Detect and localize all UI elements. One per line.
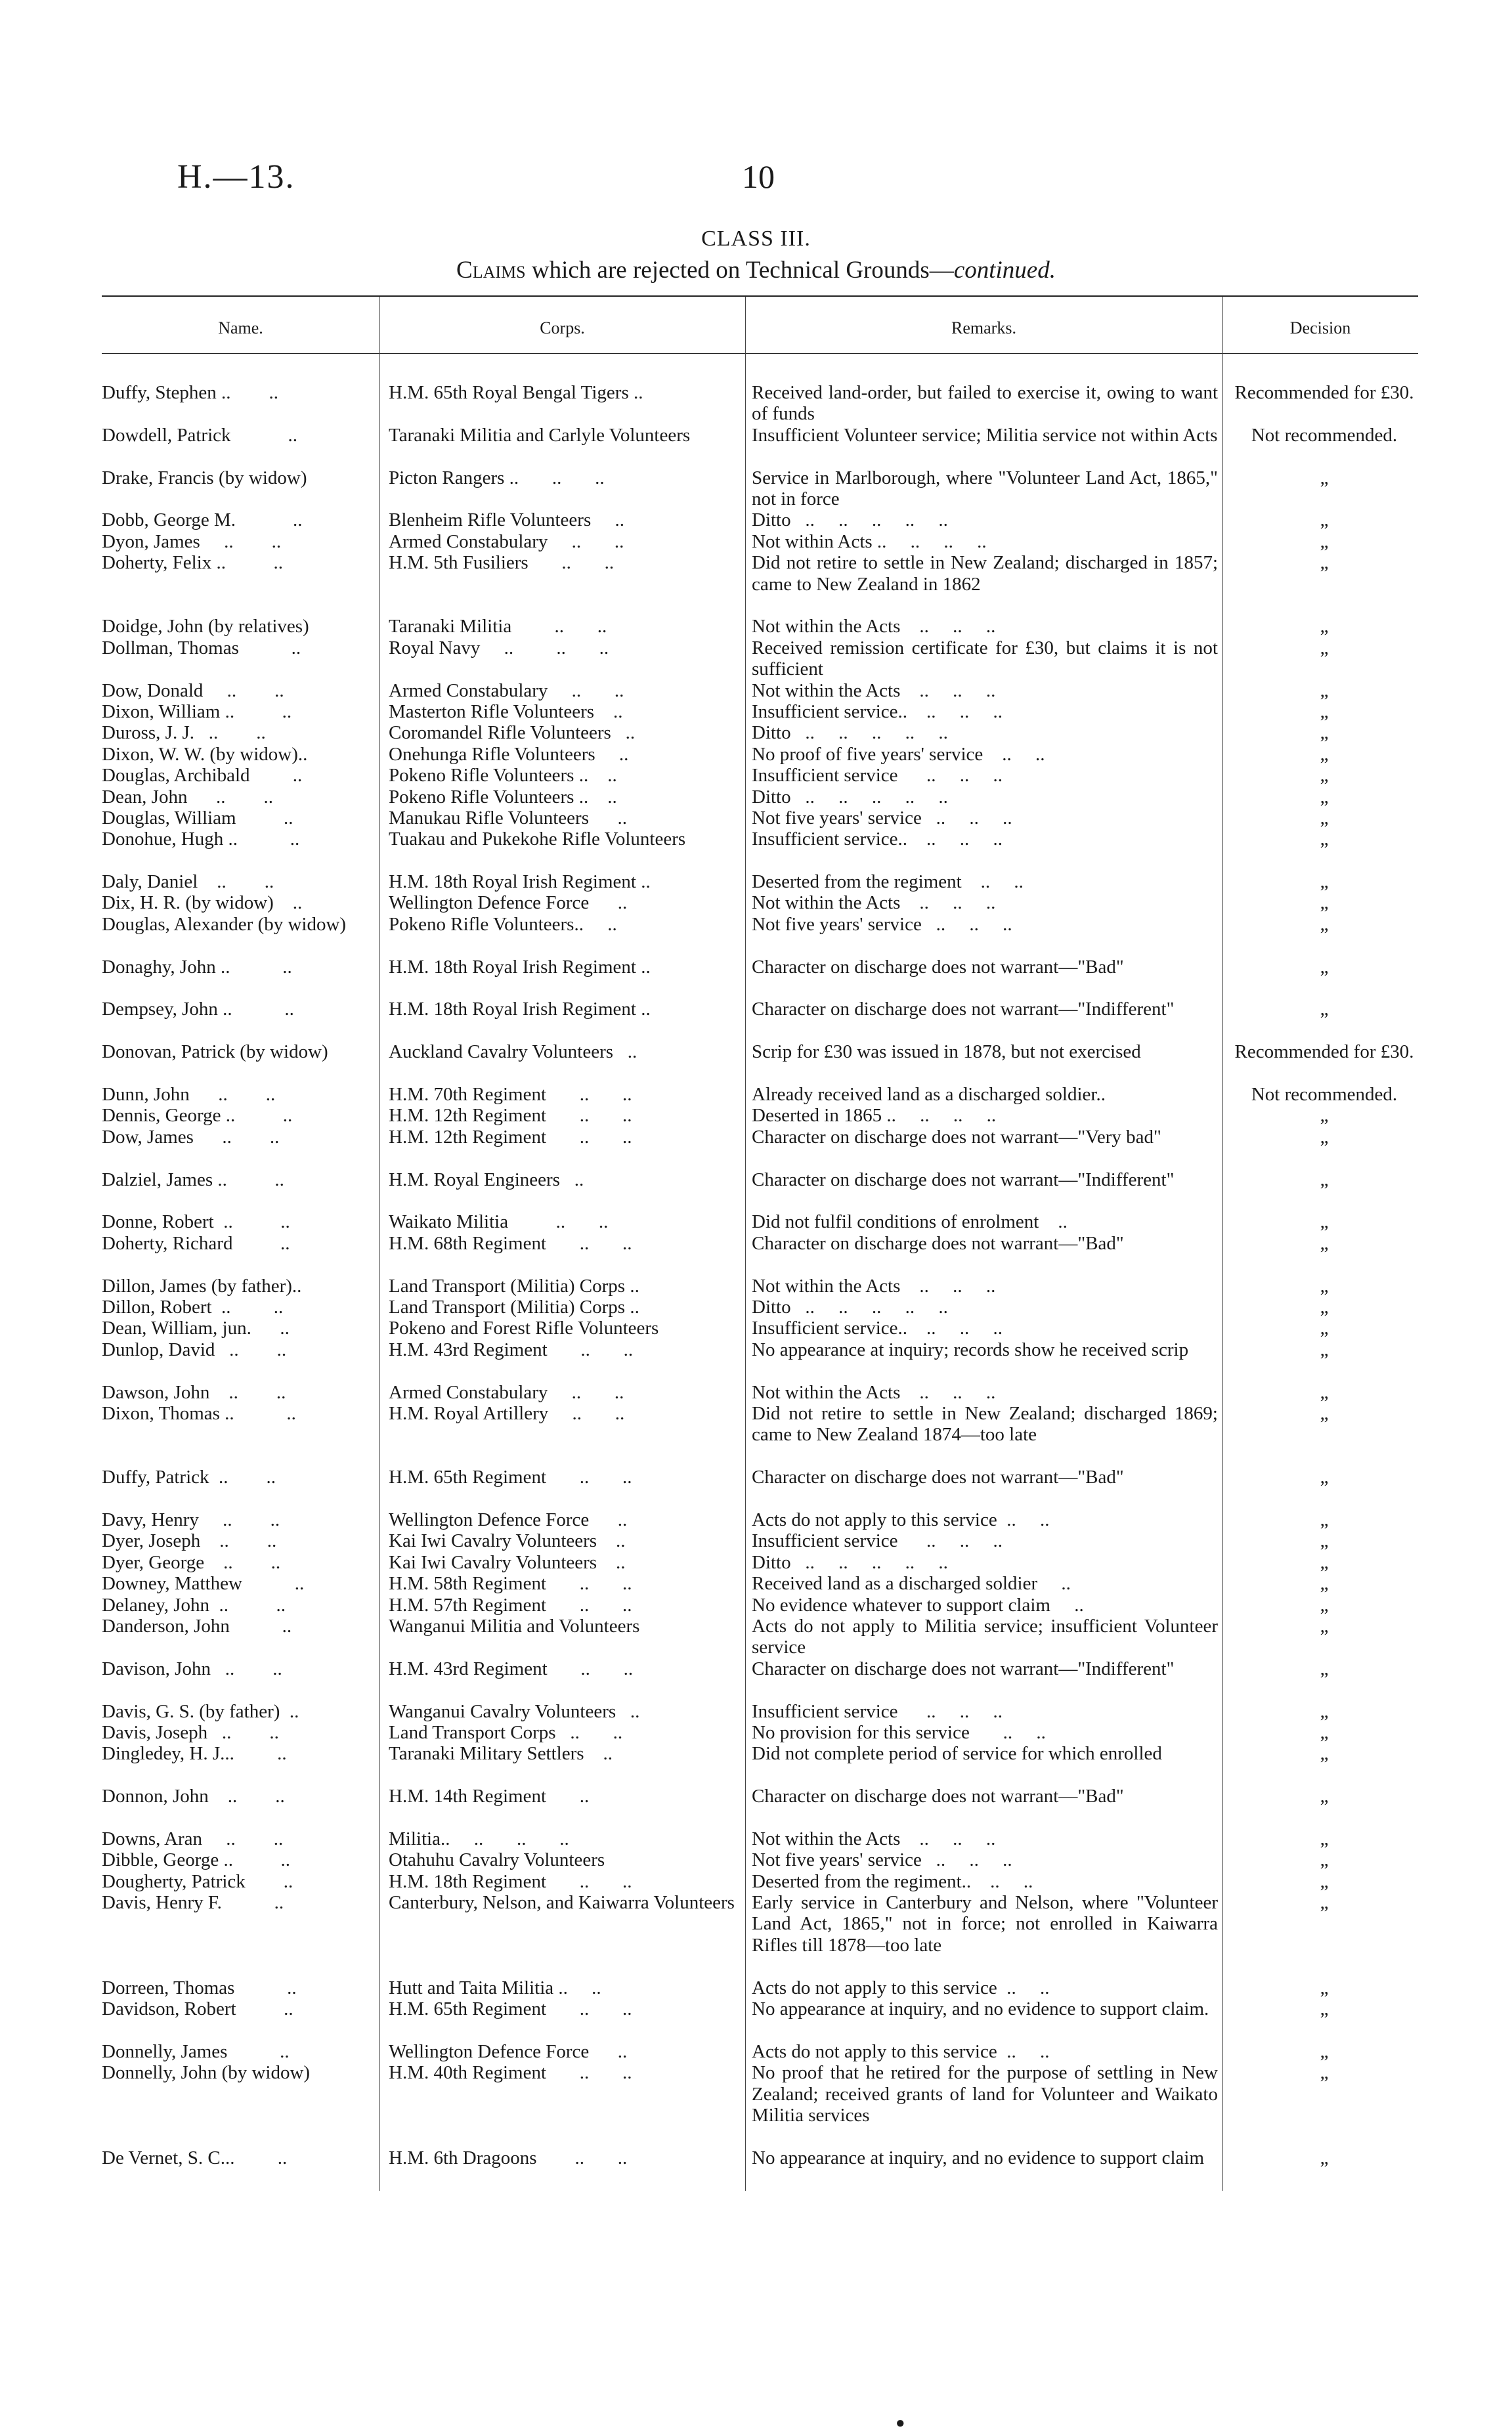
- corps-cell: H.M. 65th Regiment .. ..: [389, 1998, 632, 2020]
- corps-cell: Canterbury, Nelson, and Kaiwarra Volunteers: [389, 1892, 735, 1914]
- claimant-name: Dillon, James (by father)..: [102, 1275, 302, 1297]
- title-main: which are rejected on Technical Grounds—: [525, 257, 954, 284]
- table-row: [0, 637, 1512, 680]
- claimant-name: Dixon, William .. ..: [102, 700, 292, 722]
- corps-cell: H.M. 65th Royal Bengal Tigers ..: [389, 382, 643, 403]
- corps-cell: Kai Iwi Cavalry Volunteers ..: [389, 1551, 626, 1573]
- decision-cell: „: [1320, 530, 1329, 552]
- remarks-cell: Not within the Acts .. .. ..: [752, 679, 996, 701]
- remarks-cell: Insufficient Volunteer service; Militia service not within Acts: [752, 424, 1218, 446]
- corps-cell: Wellington Defence Force ..: [389, 892, 628, 914]
- corps-cell: Wanganui Cavalry Volunteers ..: [389, 1700, 640, 1722]
- claimant-name: Donnelly, John (by widow): [102, 2062, 311, 2084]
- claimant-name: Davis, Henry F. ..: [102, 1892, 284, 1914]
- claimant-name: Dillon, Robert .. ..: [102, 1297, 284, 1318]
- remarks-cell: Character on discharge does not warrant—"Indifferent": [752, 1169, 1175, 1190]
- decision-cell: „: [1320, 956, 1329, 978]
- decision-cell: „: [1320, 1169, 1329, 1190]
- decision-cell: „: [1320, 807, 1329, 829]
- decision-cell: „: [1320, 1892, 1329, 1914]
- corps-cell: Land Transport (Militia) Corps ..: [389, 1297, 639, 1318]
- claimant-name: Dixon, W. W. (by widow)..: [102, 743, 308, 765]
- remarks-cell: Ditto .. .. .. .. ..: [752, 722, 948, 744]
- decision-cell: „: [1320, 1467, 1329, 1488]
- table-row: [0, 1530, 1512, 1551]
- claimant-name: Downs, Aran .. ..: [102, 1828, 284, 1849]
- decision-cell: „: [1320, 892, 1329, 914]
- decision-cell: Recommended for £30.: [1234, 382, 1414, 403]
- remarks-cell: Did not retire to settle in New Zealand; discharged 1869; came to New Zealand 1874—too late: [752, 1402, 1223, 1446]
- corps-cell: H.M. 6th Dragoons .. ..: [389, 2147, 628, 2168]
- claimant-name: Donnon, John .. ..: [102, 1786, 285, 1807]
- column-header-remarks: Remarks.: [951, 318, 1016, 337]
- table-title: [0, 256, 1512, 284]
- corps-cell: Hutt and Taita Militia .. ..: [389, 1977, 601, 1998]
- claims-table-body: [0, 382, 1512, 2190]
- remarks-cell: Not five years' service .. .. ..: [752, 807, 1012, 829]
- remarks-cell: Not five years' service .. .. ..: [752, 913, 1012, 935]
- claimant-name: Duffy, Stephen .. ..: [102, 382, 279, 403]
- corps-cell: Royal Navy .. .. ..: [389, 637, 609, 658]
- corps-cell: Kai Iwi Cavalry Volunteers ..: [389, 1530, 626, 1552]
- remarks-cell: Did not fulfil conditions of enrolment ..: [752, 1211, 1068, 1233]
- corps-cell: Auckland Cavalry Volunteers ..: [389, 1041, 637, 1063]
- claimant-name: Douglas, William ..: [102, 807, 293, 829]
- table-row: [0, 1573, 1512, 1594]
- decision-cell: „: [1320, 1105, 1329, 1127]
- table-row: [0, 2041, 1512, 2062]
- decision-cell: „: [1320, 1998, 1329, 2020]
- table-row: [0, 467, 1512, 510]
- decision-cell: „: [1320, 999, 1329, 1020]
- corps-cell: Onehunga Rifle Volunteers ..: [389, 743, 629, 765]
- table-row: [0, 552, 1512, 616]
- remarks-cell: No provision for this service .. ..: [752, 1721, 1046, 1743]
- claimant-name: Donnelly, James ..: [102, 2040, 290, 2062]
- corps-cell: H.M. 18th Royal Irish Regiment ..: [389, 871, 651, 893]
- remarks-cell: Ditto .. .. .. .. ..: [752, 1551, 948, 1573]
- remarks-cell: Not within the Acts .. .. ..: [752, 892, 996, 914]
- decision-cell: „: [1320, 1530, 1329, 1552]
- claimant-name: Dyon, James .. ..: [102, 530, 282, 552]
- table-row: [0, 1276, 1512, 1297]
- corps-cell: Taranaki Militia .. ..: [389, 616, 607, 637]
- remarks-cell: Insufficient service.. .. .. ..: [752, 829, 1003, 850]
- claimant-name: Dalziel, James .. ..: [102, 1169, 284, 1190]
- decision-cell: „: [1320, 829, 1329, 850]
- claimant-name: Dixon, Thomas .. ..: [102, 1402, 296, 1424]
- remarks-cell: No proof that he retired for the purpose of settling in New Zealand; received grants of land for Volunteer and Waikato Militia services: [752, 2062, 1223, 2126]
- table-row: [0, 382, 1512, 425]
- corps-cell: Otahuhu Cavalry Volunteers: [389, 1849, 605, 1871]
- table-row: [0, 871, 1512, 892]
- remarks-cell: Acts do not apply to this service .. ..: [752, 1977, 1050, 1998]
- table-row: [0, 1786, 1512, 1828]
- decision-cell: „: [1320, 786, 1329, 808]
- table-row: [0, 892, 1512, 913]
- corps-cell: Militia.. .. .. ..: [389, 1828, 569, 1849]
- table-row: [0, 1722, 1512, 1743]
- class-title: CLASS III.: [701, 226, 811, 251]
- claimant-name: Duross, J. J. .. ..: [102, 722, 266, 744]
- remarks-cell: Character on discharge does not warrant—"Bad": [752, 1467, 1124, 1488]
- table-row: [0, 1892, 1512, 1977]
- table-row: [0, 1871, 1512, 1892]
- decision-cell: „: [1320, 1594, 1329, 1616]
- remarks-cell: Not within the Acts .. .. ..: [752, 1828, 996, 1849]
- table-row: [0, 1828, 1512, 1849]
- corps-cell: Wanganui Militia and Volunteers: [389, 1615, 640, 1637]
- corps-cell: Manukau Rifle Volunteers ..: [389, 807, 627, 829]
- table-row: [0, 787, 1512, 808]
- decision-cell: „: [1320, 1977, 1329, 1998]
- claimant-name: Davison, John .. ..: [102, 1658, 282, 1679]
- claimant-name: Dow, James .. ..: [102, 1126, 280, 1148]
- decision-cell: „: [1320, 1318, 1329, 1339]
- column-header-corps: Corps.: [540, 318, 585, 337]
- table-row: [0, 1552, 1512, 1573]
- table-row: [0, 509, 1512, 530]
- claimant-name: Davis, G. S. (by father) ..: [102, 1700, 299, 1722]
- corps-cell: H.M. 58th Regiment .. ..: [389, 1573, 632, 1595]
- corps-cell: Armed Constabulary .. ..: [389, 530, 624, 552]
- decision-cell: „: [1320, 1126, 1329, 1148]
- decision-cell: „: [1320, 2062, 1329, 2084]
- decision-cell: „: [1320, 1615, 1329, 1637]
- table-row: [0, 1382, 1512, 1403]
- corps-cell: H.M. 18th Royal Irish Regiment ..: [389, 999, 651, 1020]
- claimant-name: Donne, Robert .. ..: [102, 1211, 290, 1233]
- remarks-cell: Scrip for £30 was issued in 1878, but not exercised: [752, 1041, 1141, 1063]
- claimant-name: Daly, Daniel .. ..: [102, 871, 274, 893]
- decision-cell: „: [1320, 1721, 1329, 1743]
- table-row: [0, 1595, 1512, 1616]
- claimant-name: Dingledey, H. J... ..: [102, 1743, 287, 1765]
- remarks-cell: Not within the Acts .. .. ..: [752, 1275, 996, 1297]
- claimant-name: Drake, Francis (by widow): [102, 467, 307, 488]
- claimant-name: Dix, H. R. (by widow) ..: [102, 892, 303, 914]
- remarks-cell: Received land as a discharged soldier ..: [752, 1573, 1071, 1595]
- page-header: [0, 158, 1512, 204]
- decision-cell: „: [1320, 1870, 1329, 1892]
- decision-cell: „: [1320, 1700, 1329, 1722]
- table-row: [0, 1701, 1512, 1722]
- table-row: [0, 1977, 1512, 1998]
- remarks-cell: Character on discharge does not warrant—"Bad": [752, 1232, 1124, 1254]
- remarks-cell: Service in Marlborough, where "Volunteer Land Act, 1865," not in force: [752, 467, 1223, 509]
- table-row: [0, 744, 1512, 765]
- decision-cell: „: [1320, 1551, 1329, 1573]
- corps-cell: Armed Constabulary .. ..: [389, 1381, 624, 1403]
- decision-cell: „: [1320, 722, 1329, 744]
- remarks-cell: Already received land as a discharged soldier..: [752, 1084, 1106, 1106]
- table-row: [0, 680, 1512, 701]
- corps-cell: Armed Constabulary .. ..: [389, 679, 624, 701]
- title-lead: Claims: [456, 257, 526, 284]
- remarks-cell: Acts do not apply to this service .. ..: [752, 2040, 1050, 2062]
- claimant-name: Danderson, John ..: [102, 1615, 292, 1637]
- page-number: 10: [742, 158, 775, 195]
- table-row: [0, 1616, 1512, 1658]
- table-row: [0, 914, 1512, 957]
- table-row: [0, 701, 1512, 722]
- table-row: [0, 616, 1512, 637]
- remarks-cell: No appearance at inquiry; records show he received scrip: [752, 1339, 1189, 1360]
- corps-cell: H.M. 57th Regiment .. ..: [389, 1594, 632, 1616]
- claimant-name: Downey, Matthew ..: [102, 1573, 305, 1595]
- remarks-cell: Received remission certificate for £30, but claims it is not sufficient: [752, 637, 1223, 680]
- corps-cell: H.M. Royal Artillery .. ..: [389, 1402, 625, 1424]
- document-reference: H.—13.: [177, 158, 295, 196]
- corps-cell: Masterton Rifle Volunteers ..: [389, 700, 623, 722]
- remarks-cell: Ditto .. .. .. .. ..: [752, 1297, 948, 1318]
- corps-cell: H.M. 43rd Regiment .. ..: [389, 1339, 634, 1360]
- remarks-cell: Character on discharge does not warrant—"Bad": [752, 956, 1124, 978]
- table-row: [0, 1403, 1512, 1467]
- corps-cell: Pokeno Rifle Volunteers.. ..: [389, 913, 617, 935]
- remarks-cell: No appearance at inquiry, and no evidence to support claim: [752, 2147, 1205, 2168]
- claimant-name: Delaney, John .. ..: [102, 1594, 286, 1616]
- decision-cell: „: [1320, 1573, 1329, 1595]
- claimant-name: Dyer, George .. ..: [102, 1551, 281, 1573]
- decision-cell: „: [1320, 509, 1329, 531]
- claimant-name: Doherty, Richard ..: [102, 1232, 290, 1254]
- claimant-name: Dunn, John .. ..: [102, 1084, 276, 1106]
- decision-cell: „: [1320, 1828, 1329, 1849]
- corps-cell: Blenheim Rifle Volunteers ..: [389, 509, 624, 531]
- decision-cell: „: [1320, 1658, 1329, 1679]
- decision-cell: Not recommended.: [1251, 1084, 1398, 1106]
- claimant-name: Davis, Joseph .. ..: [102, 1721, 279, 1743]
- table-row: [0, 808, 1512, 829]
- corps-cell: H.M. 14th Regiment ..: [389, 1786, 590, 1807]
- corps-cell: Wellington Defence Force ..: [389, 2040, 628, 2062]
- claimant-name: Dorreen, Thomas ..: [102, 1977, 297, 1998]
- claimant-name: Dyer, Joseph .. ..: [102, 1530, 277, 1552]
- decision-cell: „: [1320, 1275, 1329, 1297]
- table-row: [0, 1233, 1512, 1276]
- table-row: [0, 2147, 1512, 2190]
- claimant-name: Dow, Donald .. ..: [102, 679, 284, 701]
- corps-cell: Picton Rangers .. .. ..: [389, 467, 605, 488]
- claimant-name: De Vernet, S. C... ..: [102, 2147, 288, 2168]
- claimant-name: Dobb, George M. ..: [102, 509, 303, 531]
- remarks-cell: Not five years' service .. .. ..: [752, 1849, 1012, 1871]
- remarks-cell: Early service in Canterbury and Nelson, where "Volunteer Land Act, 1865," not in force; not enrolled in Kaiwarra Rifles till 1878—too late: [752, 1892, 1223, 1956]
- claimant-name: Dougherty, Patrick ..: [102, 1870, 293, 1892]
- decision-cell: „: [1320, 1211, 1329, 1233]
- table-row: [0, 1743, 1512, 1786]
- claimant-name: Donohue, Hugh .. ..: [102, 829, 300, 850]
- table-row: [0, 1509, 1512, 1530]
- decision-cell: „: [1320, 1381, 1329, 1403]
- column-header-decision: Decision: [1289, 318, 1351, 337]
- decision-cell: „: [1320, 1849, 1329, 1871]
- claimant-name: Dunlop, David .. ..: [102, 1339, 287, 1360]
- corps-cell: Waikato Militia .. ..: [389, 1211, 609, 1233]
- decision-cell: „: [1320, 1232, 1329, 1254]
- table-row: [0, 1998, 1512, 2041]
- remarks-cell: Ditto .. .. .. .. ..: [752, 509, 948, 531]
- remarks-cell: Deserted from the regiment .. ..: [752, 871, 1024, 893]
- table-row: [0, 1041, 1512, 1084]
- remarks-cell: Character on discharge does not warrant—"Indifferent": [752, 999, 1175, 1020]
- corps-cell: Pokeno and Forest Rifle Volunteers: [389, 1318, 659, 1339]
- decision-cell: „: [1320, 616, 1329, 637]
- claimant-name: Dawson, John .. ..: [102, 1381, 286, 1403]
- corps-cell: Taranaki Militia and Carlyle Volunteers: [389, 424, 691, 446]
- remarks-cell: Deserted in 1865 .. .. .. ..: [752, 1105, 997, 1127]
- table-row: [0, 1849, 1512, 1870]
- claimant-name: Dennis, George .. ..: [102, 1105, 293, 1127]
- corps-cell: H.M. 18th Regiment .. ..: [389, 1870, 632, 1892]
- corps-cell: H.M. 65th Regiment .. ..: [389, 1467, 632, 1488]
- table-row: [0, 722, 1512, 743]
- claimant-name: Dibble, George .. ..: [102, 1849, 290, 1871]
- remarks-cell: Did not retire to settle in New Zealand; discharged in 1857; came to New Zealand in 1862: [752, 552, 1223, 595]
- decision-cell: „: [1320, 552, 1329, 574]
- remarks-cell: Character on discharge does not warrant—"Bad": [752, 1786, 1124, 1807]
- decision-cell: „: [1320, 871, 1329, 893]
- decision-cell: „: [1320, 1786, 1329, 1807]
- remarks-cell: Not within the Acts .. .. ..: [752, 616, 996, 637]
- table-header-rule: [102, 353, 1418, 354]
- remarks-cell: No appearance at inquiry, and no evidence to support claim.: [752, 1998, 1209, 2020]
- table-row: [0, 957, 1512, 999]
- corps-cell: H.M. 70th Regiment .. ..: [389, 1084, 632, 1106]
- remarks-cell: No proof of five years' service .. ..: [752, 743, 1045, 765]
- remarks-cell: Insufficient service .. .. ..: [752, 1530, 1003, 1552]
- decision-cell: „: [1320, 679, 1329, 701]
- claimant-name: Donaghy, John .. ..: [102, 956, 292, 978]
- remarks-cell: Character on discharge does not warrant—"Very bad": [752, 1126, 1161, 1148]
- decision-cell: „: [1320, 1297, 1329, 1318]
- claimant-name: Davy, Henry .. ..: [102, 1509, 280, 1530]
- table-row: [0, 765, 1512, 786]
- corps-cell: Pokeno Rifle Volunteers .. ..: [389, 765, 617, 787]
- table-row: [0, 1169, 1512, 1212]
- claimant-name: Dollman, Thomas ..: [102, 637, 301, 658]
- corps-cell: H.M. 5th Fusiliers .. ..: [389, 552, 615, 574]
- remarks-cell: Not within Acts .. .. .. ..: [752, 530, 987, 552]
- remarks-cell: Acts do not apply to Militia service; insufficient Volunteer service: [752, 1615, 1223, 1658]
- column-header-name: Name.: [218, 318, 263, 337]
- decision-cell: „: [1320, 2040, 1329, 2062]
- footer-dot: ●: [896, 2415, 905, 2432]
- claimant-name: Davidson, Robert ..: [102, 1998, 293, 2020]
- decision-cell: „: [1320, 1509, 1329, 1530]
- decision-cell: „: [1320, 1743, 1329, 1765]
- claimant-name: Donovan, Patrick (by widow): [102, 1041, 328, 1063]
- remarks-cell: Received land-order, but failed to exercise it, owing to want of funds: [752, 382, 1223, 425]
- claimant-name: Douglas, Archibald ..: [102, 765, 303, 787]
- title-continued: continued.: [953, 257, 1056, 284]
- corps-cell: Wellington Defence Force ..: [389, 1509, 628, 1530]
- decision-cell: „: [1320, 1402, 1329, 1424]
- table-row: [0, 1318, 1512, 1339]
- corps-cell: Coromandel Rifle Volunteers ..: [389, 722, 636, 744]
- decision-cell: „: [1320, 700, 1329, 722]
- corps-cell: H.M. 68th Regiment .. ..: [389, 1232, 632, 1254]
- remarks-cell: Acts do not apply to this service .. ..: [752, 1509, 1050, 1530]
- corps-cell: H.M. 12th Regiment .. ..: [389, 1126, 632, 1148]
- table-top-rule: [102, 295, 1418, 297]
- claimant-name: Dean, John .. ..: [102, 786, 273, 808]
- decision-cell: „: [1320, 637, 1329, 658]
- remarks-cell: Deserted from the regiment.. .. ..: [752, 1870, 1033, 1892]
- table-row: [0, 1297, 1512, 1318]
- corps-cell: H.M. 12th Regiment .. ..: [389, 1105, 632, 1127]
- decision-cell: Recommended for £30.: [1234, 1041, 1414, 1063]
- decision-cell: „: [1320, 467, 1329, 488]
- table-row: [0, 1084, 1512, 1105]
- table-row: [0, 1658, 1512, 1701]
- table-row: [0, 2062, 1512, 2147]
- claimant-name: Doherty, Felix .. ..: [102, 552, 284, 574]
- remarks-cell: Insufficient service .. .. ..: [752, 1700, 1003, 1722]
- claimant-name: Dowdell, Patrick ..: [102, 424, 298, 446]
- decision-cell: „: [1320, 765, 1329, 787]
- claimant-name: Dean, William, jun. ..: [102, 1318, 290, 1339]
- table-row: [0, 1211, 1512, 1232]
- decision-cell: „: [1320, 1339, 1329, 1360]
- corps-cell: Land Transport (Militia) Corps ..: [389, 1275, 639, 1297]
- remarks-cell: Ditto .. .. .. .. ..: [752, 786, 948, 808]
- remarks-cell: Not within the Acts .. .. ..: [752, 1381, 996, 1403]
- table-row: [0, 531, 1512, 552]
- claimant-name: Douglas, Alexander (by widow): [102, 913, 347, 935]
- corps-cell: H.M. Royal Engineers ..: [389, 1169, 584, 1190]
- table-row: [0, 829, 1512, 871]
- decision-cell: „: [1320, 2147, 1329, 2168]
- remarks-cell: Insufficient service.. .. .. ..: [752, 700, 1003, 722]
- table-row: [0, 999, 1512, 1041]
- corps-cell: Pokeno Rifle Volunteers .. ..: [389, 786, 617, 808]
- remarks-cell: Insufficient service.. .. .. ..: [752, 1318, 1003, 1339]
- corps-cell: Land Transport Corps .. ..: [389, 1721, 623, 1743]
- corps-cell: Tuakau and Pukekohe Rifle Volunteers: [389, 829, 686, 850]
- remarks-cell: No evidence whatever to support claim ..: [752, 1594, 1084, 1616]
- claimant-name: Doidge, John (by relatives): [102, 616, 309, 637]
- table-row: [0, 425, 1512, 467]
- decision-cell: „: [1320, 913, 1329, 935]
- table-row: [0, 1105, 1512, 1126]
- remarks-cell: Insufficient service .. .. ..: [752, 765, 1003, 787]
- table-row: [0, 1339, 1512, 1382]
- remarks-cell: Did not complete period of service for which enrolled: [752, 1743, 1162, 1765]
- decision-cell: „: [1320, 743, 1329, 765]
- claimant-name: Dempsey, John .. ..: [102, 999, 294, 1020]
- decision-cell: Not recommended.: [1251, 424, 1398, 446]
- corps-cell: H.M. 43rd Regiment .. ..: [389, 1658, 634, 1679]
- corps-cell: H.M. 40th Regiment .. ..: [389, 2062, 632, 2084]
- table-row: [0, 1467, 1512, 1509]
- corps-cell: H.M. 18th Royal Irish Regiment ..: [389, 956, 651, 978]
- table-row: [0, 1127, 1512, 1169]
- corps-cell: Taranaki Military Settlers ..: [389, 1743, 613, 1765]
- claimant-name: Duffy, Patrick .. ..: [102, 1467, 276, 1488]
- remarks-cell: Character on discharge does not warrant—"Indifferent": [752, 1658, 1175, 1679]
